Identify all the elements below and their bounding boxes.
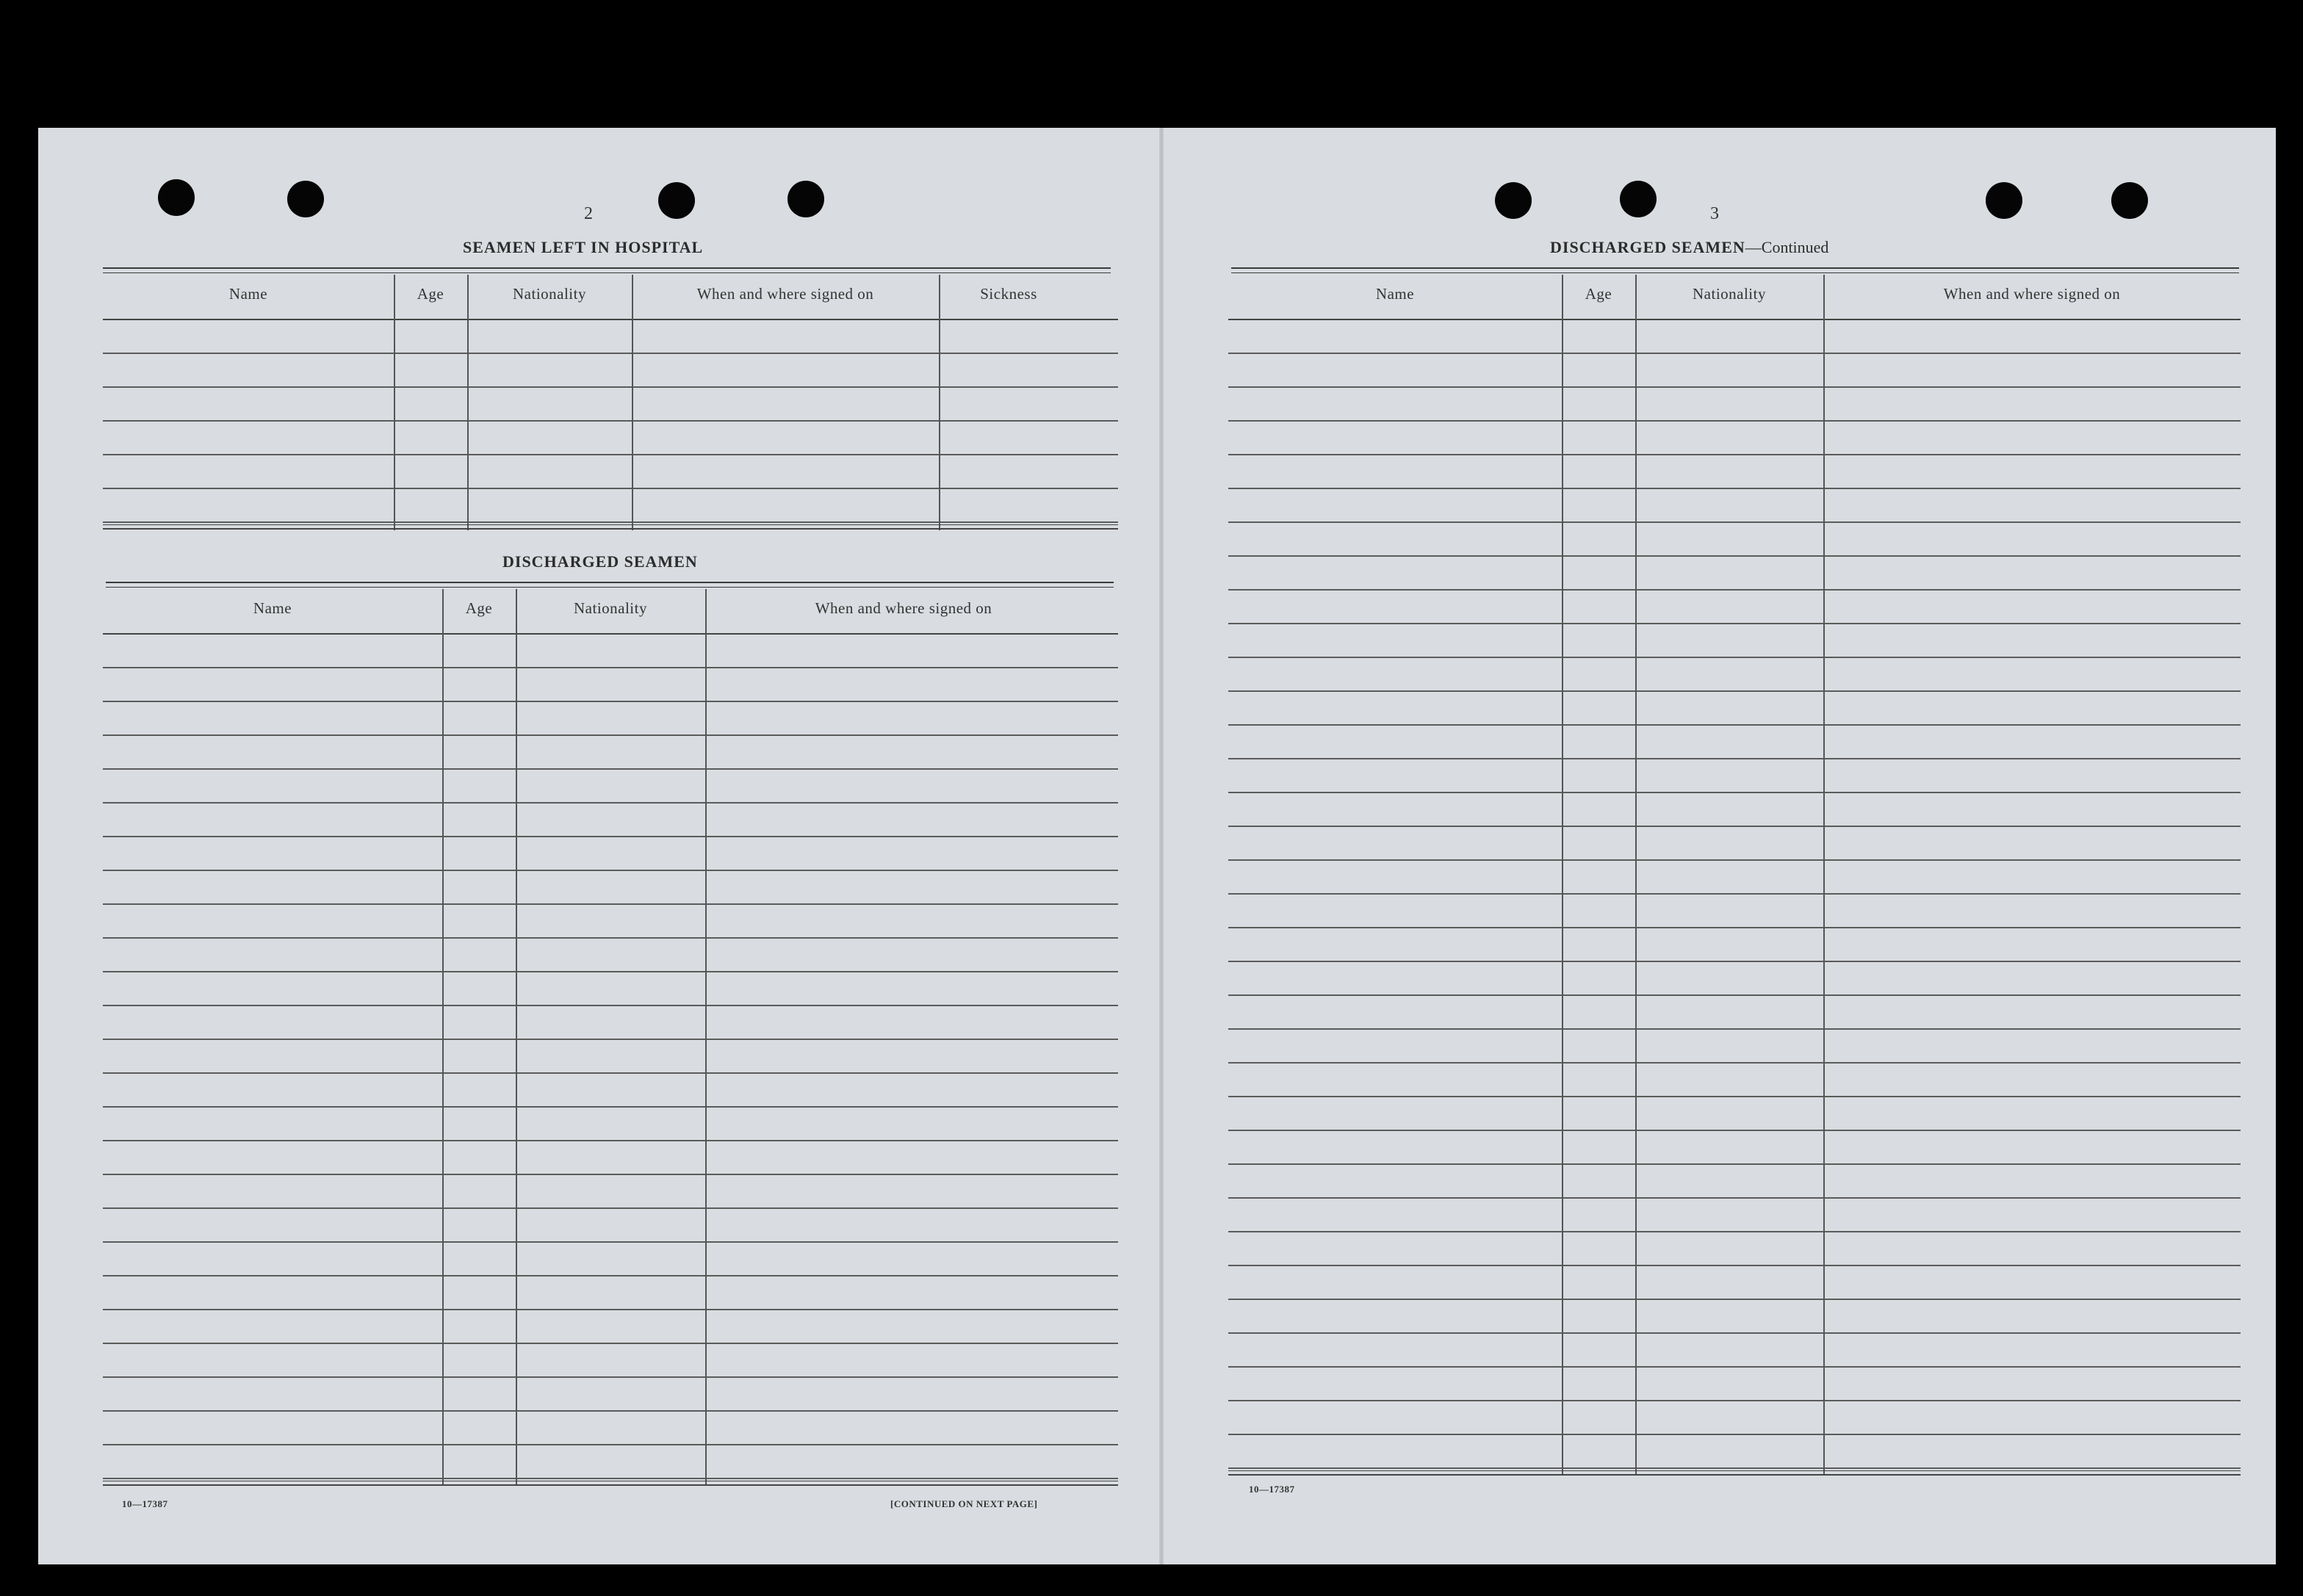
double-rule: [1231, 267, 2239, 273]
table-header: [103, 589, 1118, 635]
column-header-name: Name: [253, 599, 292, 617]
table-rows: [103, 635, 1118, 1479]
column-divider: [1635, 275, 1637, 1475]
column-header-nationality: Nationality: [513, 285, 586, 303]
punch-hole: [1620, 181, 1657, 217]
punch-hole: [1986, 182, 2022, 219]
section-title-suffix: —Continued: [1745, 238, 1829, 256]
form-sheet: [38, 128, 2276, 1564]
section-title-main: DISCHARGED SEAMEN: [1550, 238, 1745, 256]
form-number-left: 10—17387: [122, 1498, 168, 1509]
discharged-continued-table: [1228, 275, 2241, 1478]
discharged-table: [103, 589, 1118, 1487]
column-header-nationality: Nationality: [1693, 285, 1766, 303]
hospital-section-title: SEAMEN LEFT IN HOSPITAL: [463, 238, 704, 256]
column-divider: [442, 589, 444, 1485]
table-bottom-rule: [103, 1481, 1118, 1486]
punch-hole: [658, 182, 695, 219]
punch-hole: [788, 181, 824, 217]
column-divider: [632, 275, 633, 530]
page-number-left: 2: [584, 204, 593, 223]
hospital-table: [103, 275, 1118, 530]
punch-hole: [2111, 182, 2148, 219]
table-header: [103, 275, 1118, 320]
punch-hole: [287, 181, 324, 217]
double-rule: [103, 267, 1111, 273]
column-header-nationality: Nationality: [574, 599, 647, 617]
table-header: [1228, 275, 2241, 320]
double-rule: [106, 582, 1114, 588]
column-divider: [1823, 275, 1825, 1475]
column-header-name: Name: [228, 285, 268, 303]
column-header-age: Age: [1585, 285, 1612, 303]
table-rows: [103, 320, 1118, 523]
discharged-continued-title: [1550, 238, 1828, 257]
column-divider: [705, 589, 707, 1485]
column-divider: [939, 275, 940, 530]
column-header-name: Name: [1375, 285, 1415, 303]
column-header-signed-on: When and where signed on: [696, 285, 874, 303]
table-bottom-rule: [1228, 1470, 2241, 1476]
column-divider: [394, 275, 395, 530]
page-number-right: 3: [1710, 204, 1719, 223]
table-bottom-rule: [103, 524, 1118, 530]
punch-hole: [158, 179, 195, 216]
column-divider: [516, 589, 517, 1485]
column-divider: [467, 275, 469, 530]
column-divider: [1562, 275, 1563, 1475]
page-fold: [1159, 128, 1164, 1564]
continued-note: [CONTINUED ON NEXT PAGE]: [890, 1498, 1038, 1509]
column-header-sickness: Sickness: [980, 285, 1037, 303]
punch-hole: [1495, 182, 1532, 219]
table-rows: [1228, 320, 2241, 1469]
column-header-age: Age: [417, 285, 444, 303]
column-header-signed-on: When and where signed on: [815, 599, 992, 617]
discharged-section-title: DISCHARGED SEAMEN: [502, 552, 698, 571]
column-header-signed-on: When and where signed on: [1943, 285, 2121, 303]
form-number-right: 10—17387: [1249, 1484, 1295, 1495]
column-header-age: Age: [465, 599, 493, 617]
